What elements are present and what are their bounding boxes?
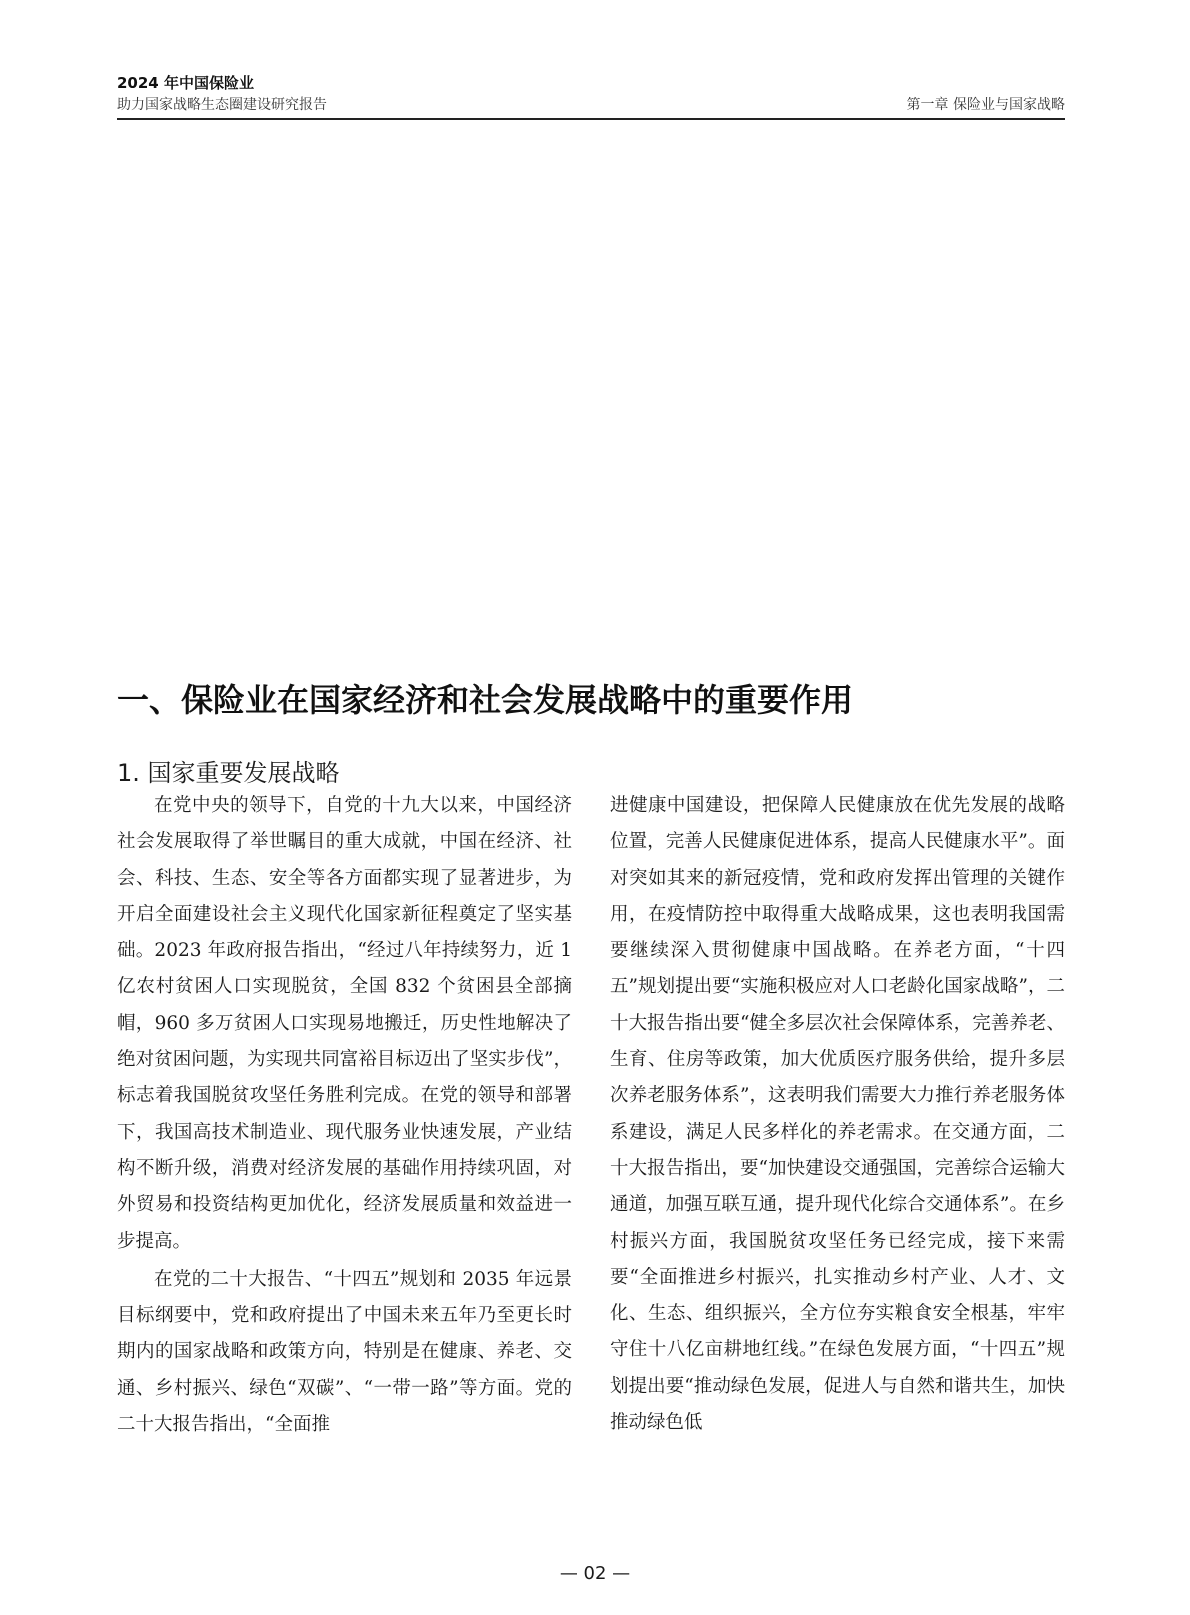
paragraph: 在党的二十大报告、“十四五”规划和 2035 年远景目标纲要中，党和政府提出了中国未来五年乃至更长时期内的国家战略和政策方向，特别是在健康、养老、交通、乡村振兴、绿色“双碳”、“一带一路”等方面。党的二十大报告指出，“全面推	[117, 1268, 572, 1436]
paragraph: 进健康中国建设，把保障人民健康放在优先发展的战略位置，完善人民健康促进体系，提高人民健康水平”。面对突如其来的新冠疫情，党和政府发挥出管理的关键作用，在疫情防控中取得重大战略成果，这也表明我国需要继续深入贯彻健康中国战略。在养老方面，“十四五”规划提出要“实施积极应对人口老龄化国家战略”，二十大报告指出要“健全多层次社会保障体系，完善养老、生育、住房等政策，加大优质医疗服务供给，提升多层次养老服务体系”，这表明我们需要大力推行养老服务体系建设，满足人民多样化的养老需求。在交通方面，二十大报告指出，要“加快建设交通强国，完善综合运输大通道，加强互联互通，提升现代化综合交通体系”。在乡村振兴方面，我国脱贫攻坚任务已经完成，接下来需要“全面推进乡村振兴，扎实推动乡村产业、人才、文化、生态、组织振兴，全方位夯实粮食安全根基，牢牢守住十八亿亩耕地红线。”在绿色发展方面，“十四五”规划提出要“推动绿色发展，促进人与自然和谐共生，加快推动绿色低	[610, 795, 1065, 1434]
report-subtitle: 助力国家战略生态圈建设研究报告	[117, 97, 327, 113]
section-heading: 一、保险业在国家经济和社会发展战略中的重要作用	[117, 681, 854, 719]
right-text-column	[610, 788, 1065, 1441]
left-text-column	[117, 788, 572, 1443]
subsection-heading: 1. 国家重要发展战略	[117, 759, 340, 787]
paragraph: 在党中央的领导下，自党的十九大以来，中国经济社会发展取得了举世瞩目的重大成就，中国在经济、社会、科技、生态、安全等各方面都实现了显著进步，为开启全面建设社会主义现代化国家新征程奠定了坚实基础。2023 年政府报告指出，“经过八年持续努力，近 1 亿农村贫困人口实现脱贫，全国 832 个贫困县全部摘帽，960 多万贫困人口实现易地搬迁，历史性地解决了绝对贫困问题，为实现共同富裕目标迈出了坚实步伐”，标志着我国脱贫攻坚任务胜利完成。在党的领导和部署下，我国高技术制造业、现代服务业快速发展，产业结构不断升级，消费对经济发展的基础作用持续巩固，对外贸易和投资结构更加优化，经济发展质量和效益进一步提高。	[117, 795, 572, 1252]
page-number: — 02 —	[559, 1563, 631, 1584]
page-header	[117, 68, 1065, 120]
chapter-label: 第一章 保险业与国家战略	[906, 97, 1065, 113]
report-title: 2024 年中国保险业	[117, 74, 254, 92]
